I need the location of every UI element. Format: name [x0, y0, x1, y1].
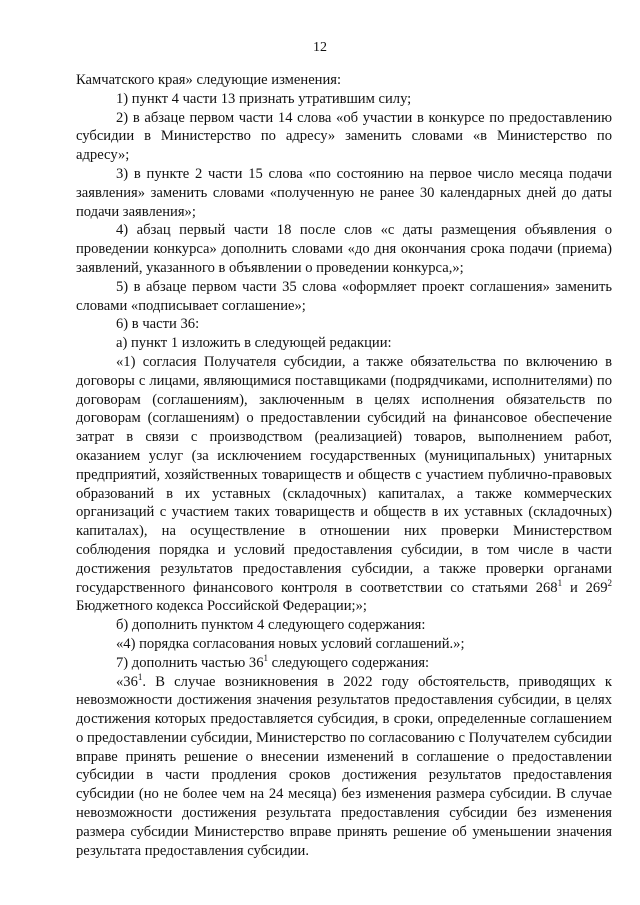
document-body [76, 71, 612, 860]
paragraph: 1) пункт 4 части 13 признать утратившим силу; [116, 90, 412, 107]
paragraph: «1) согласия Получателя субсидии, а также обязательства по включению в договоры с лицами, являющимися поставщиками (подрядчиками, исполнителями) по договорам (соглашениям), заключенным в целях исполнения обязательств по договорам (соглашениям) о предоставлении субсидий на финансовое обеспечение затрат в связи с производством (реализацией) товаров, выполнением работ, оказанием услуг (за исключением государственных (муниципальных) унитарных предприятий, хозяйственных товариществ и обществ с участием публично-правовых образований в их уставных (складочных) капиталах, а также коммерческих организаций с участием таких товариществ и обществ в их уставных (складочных) капиталах), на осуществление в отношении них проверки Министерством соблюдения порядка и условий предоставления субсидии, в том числе в части достижения результатов предоставления субсидии, а также проверки органами государственного финансового контроля в соответствии со статьями $268^1$ и $269^2$ Бюджетного кодекса Российской Федерации;»; [76, 353, 613, 615]
paragraph: 6) в части 36: [116, 316, 200, 333]
superscript: 1 [137, 671, 143, 682]
paragraph: 7) дополнить частью $36^1$ следующего содержания: [116, 652, 430, 671]
superscript: 1 [263, 652, 268, 663]
paragraph: 3) в пункте 2 части 15 слова «по состоянию на первое число месяца подачи заявления» заменить словами «полученную не ранее 30 календарных дней до даты подачи заявления»; [76, 165, 612, 220]
paragraph: Камчатского края» следующие изменения: [76, 72, 342, 88]
page-number: 12 [313, 40, 327, 55]
paragraph: 2) в абзаце первом части 14 слова «об участии в конкурсе по предоставлению субсидии в Министерство по адресу» заменить словами «в Министерство по адресу»; [76, 109, 612, 164]
paragraph: «4) порядка согласования новых условий соглашений.»; [116, 635, 465, 652]
paragraph: 5) в абзаце первом части 35 слова «оформляет проект соглашения» заменить словами «подписывает соглашение»; [76, 278, 612, 314]
superscript: 1 [557, 577, 563, 588]
paragraph: 4) абзац первый части 18 после слов «с даты размещения объявления о проведении конкурса» дополнить словами «до дня окончания срока подачи (приема) заявлений, указанного в объявлении о проведении конкурса,»; [76, 222, 612, 276]
paragraph: а) пункт 1 изложить в следующей редакции: [116, 335, 392, 352]
paragraph: «$36^1$. В случае возникновения в 2022 году обстоятельств, приводящих к невозможности достижения значения результатов предоставления субсидии, в целях достижения которых предоставляется субсидия, в сроки, определенные соглашением о предоставлении субсидии, Министерство по согласованию с Получателем субсидии вправе принять решение о внесении изменений в соглашение о предоставлении субсидии в части продления сроков достижения результатов предоставления субсидии (но не более чем на 24 месяца) без изменения размера субсидии. В случае невозможности достижения результата предоставления субсидии без изменения размера субсидии Министерство вправе принять решение об уменьшении значения результата предоставления субсидии. [76, 671, 612, 859]
superscript: 2 [607, 577, 613, 588]
paragraph: б) дополнить пунктом 4 следующего содержания: [116, 617, 426, 634]
